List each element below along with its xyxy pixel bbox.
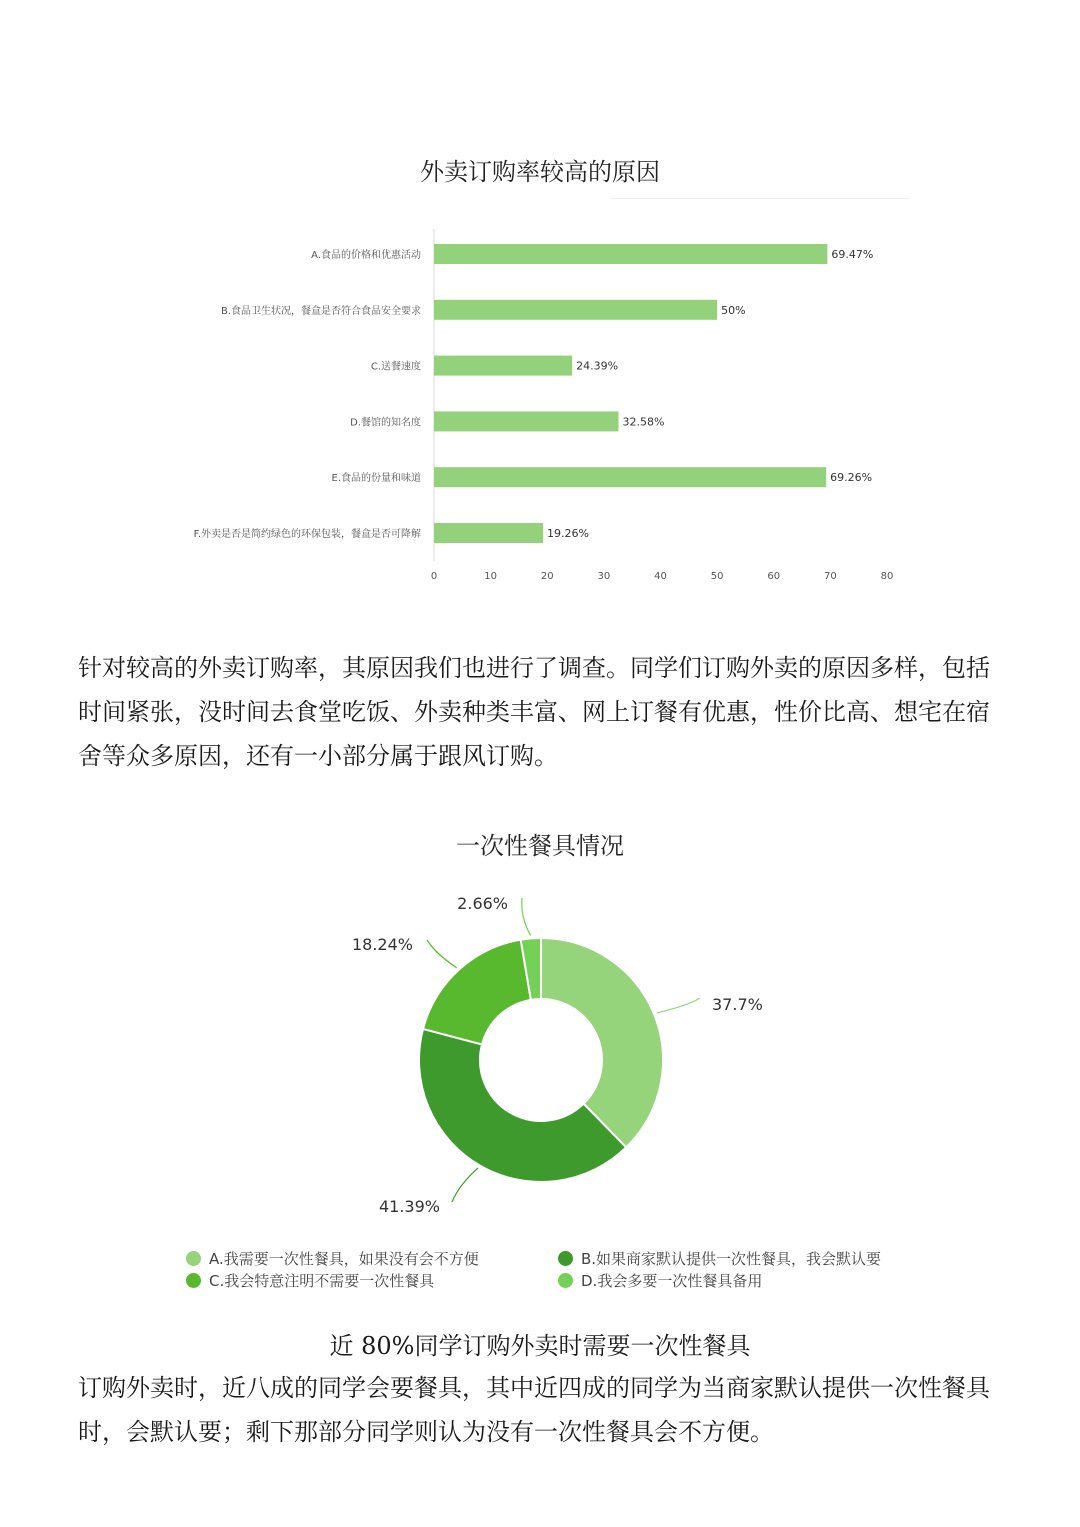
legend-swatch-b (558, 1251, 573, 1266)
legend-label-c: C.我会特意注明不需要一次性餐具 (209, 1272, 435, 1290)
bar-category-label: D.餐馆的知名度 (350, 417, 421, 429)
legend-item-a (186, 1248, 479, 1269)
donut-value-label: 37.7% (712, 995, 763, 1014)
bar-value-label: 69.26% (830, 471, 873, 485)
x-tick-label: 60 (767, 571, 781, 582)
bar-category-label: A.食品的价格和优惠活动 (311, 250, 421, 261)
donut-value-label: 18.24% (351, 935, 413, 954)
legend-swatch-c (186, 1273, 201, 1288)
donut-value-label: 41.39% (378, 1197, 440, 1216)
bar-value-label: 24.39% (576, 359, 619, 373)
donut-leader-line (427, 940, 457, 968)
paragraph-reasons: 针对较高的外卖订购率，其原因我们也进行了调查。同学们订购外卖的原因多样，包括时间紧张，没时间去食堂吃饭、外卖种类丰富、网上订餐有优惠，性价比高、想宅在宿舍等众多原因，还有一小部分属于跟风订购。 (78, 654, 990, 770)
legend-item-d (558, 1270, 762, 1291)
donut-slice (541, 938, 663, 1147)
legend-item-c (186, 1270, 434, 1291)
figure-caption: 近 80%同学订购外卖时需要一次性餐具 (329, 1332, 751, 1360)
legend-swatch-a (186, 1251, 201, 1266)
title-divider (610, 198, 910, 199)
x-tick-label: 70 (824, 571, 837, 582)
bar-value-label: 32.58% (622, 415, 665, 429)
bar-chart (0, 225, 1080, 595)
donut-value-label: 2.66% (457, 894, 508, 913)
bar (434, 467, 826, 487)
donut-leader-line (452, 1168, 478, 1202)
x-tick-label: 20 (540, 571, 554, 582)
legend-label-b: B.如果商家默认提供一次性餐具，我会默认要 (581, 1250, 882, 1268)
donut-chart-title: 一次性餐具情况 (456, 832, 624, 860)
x-tick-label: 40 (654, 571, 667, 582)
legend-item-b (558, 1248, 881, 1269)
donut-chart (0, 880, 1080, 1240)
donut-slice (423, 940, 531, 1045)
x-tick-label: 0 (430, 571, 438, 582)
donut-legend (0, 1246, 1080, 1292)
bar-category-label: E.食品的份量和味道 (331, 473, 421, 485)
x-tick-label: 10 (484, 571, 497, 582)
bar-value-label: 19.26% (547, 527, 590, 540)
paragraph-tableware: 订购外卖时，近八成的同学会要餐具，其中近四成的同学为当商家默认提供一次性餐具时，会默认要；剩下那部分同学则认为没有一次性餐具会不方便。 (78, 1374, 990, 1446)
bar (434, 523, 543, 543)
legend-swatch-d (558, 1273, 573, 1288)
x-tick-label: 80 (880, 571, 894, 582)
bar (434, 411, 618, 431)
x-tick-label: 30 (597, 571, 611, 582)
legend-label-a: A.我需要一次性餐具，如果没有会不方便 (209, 1250, 479, 1268)
bar-category-label: C.送餐速度 (370, 361, 421, 373)
donut-leader-line (657, 998, 700, 1013)
bar-category-label: F.外卖是否是简约绿色的环保包装，餐盒是否可降解 (193, 529, 421, 540)
bar (434, 300, 717, 320)
bar-chart-title: 外卖订购率较高的原因 (420, 158, 660, 186)
legend-label-d: D.我会多要一次性餐具备用 (581, 1272, 763, 1290)
bar-value-label: 50% (721, 303, 746, 317)
donut-leader-line (522, 898, 531, 935)
bar-value-label: 69.47% (831, 248, 874, 261)
bar-category-label: B.食品卫生状况，餐盒是否符合食品安全要求 (220, 305, 421, 317)
x-tick-label: 50 (710, 571, 724, 582)
bar (434, 356, 572, 376)
bar (434, 244, 827, 264)
